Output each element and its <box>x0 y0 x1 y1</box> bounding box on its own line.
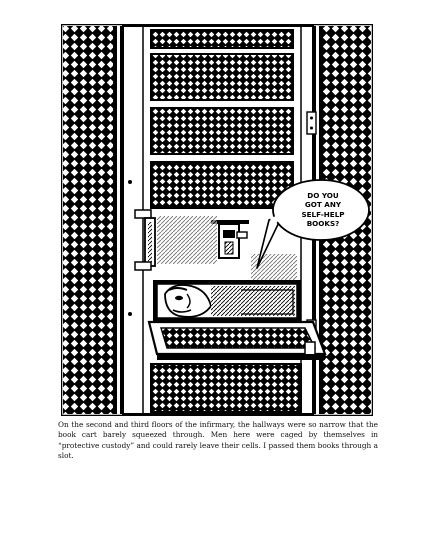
door-mesh-middle <box>151 108 293 154</box>
left-wall-mesh <box>63 26 113 414</box>
door-mesh-lower <box>151 162 293 208</box>
comic-panel <box>61 24 373 416</box>
food-slot <box>153 280 301 322</box>
caption-text: On the second and third floors of the infirmary, the hallways were so narrow that the book cart barely squeezed through. Men here were caged by themselves in “protective custody” and could rarely leave their cells. I passed them books through a slot. <box>58 420 378 461</box>
door-mesh-top <box>151 30 293 48</box>
speech-line-1: DO YOU <box>307 191 339 200</box>
food-tray-flap <box>149 322 325 360</box>
door-mesh-upper <box>151 54 293 100</box>
speech-line-4: BOOKS? <box>306 219 340 228</box>
speech-line-2: GOT ANY <box>304 200 342 209</box>
speech-line-3: SELF-HELP <box>301 210 345 219</box>
door-mesh-bottom <box>151 364 301 412</box>
